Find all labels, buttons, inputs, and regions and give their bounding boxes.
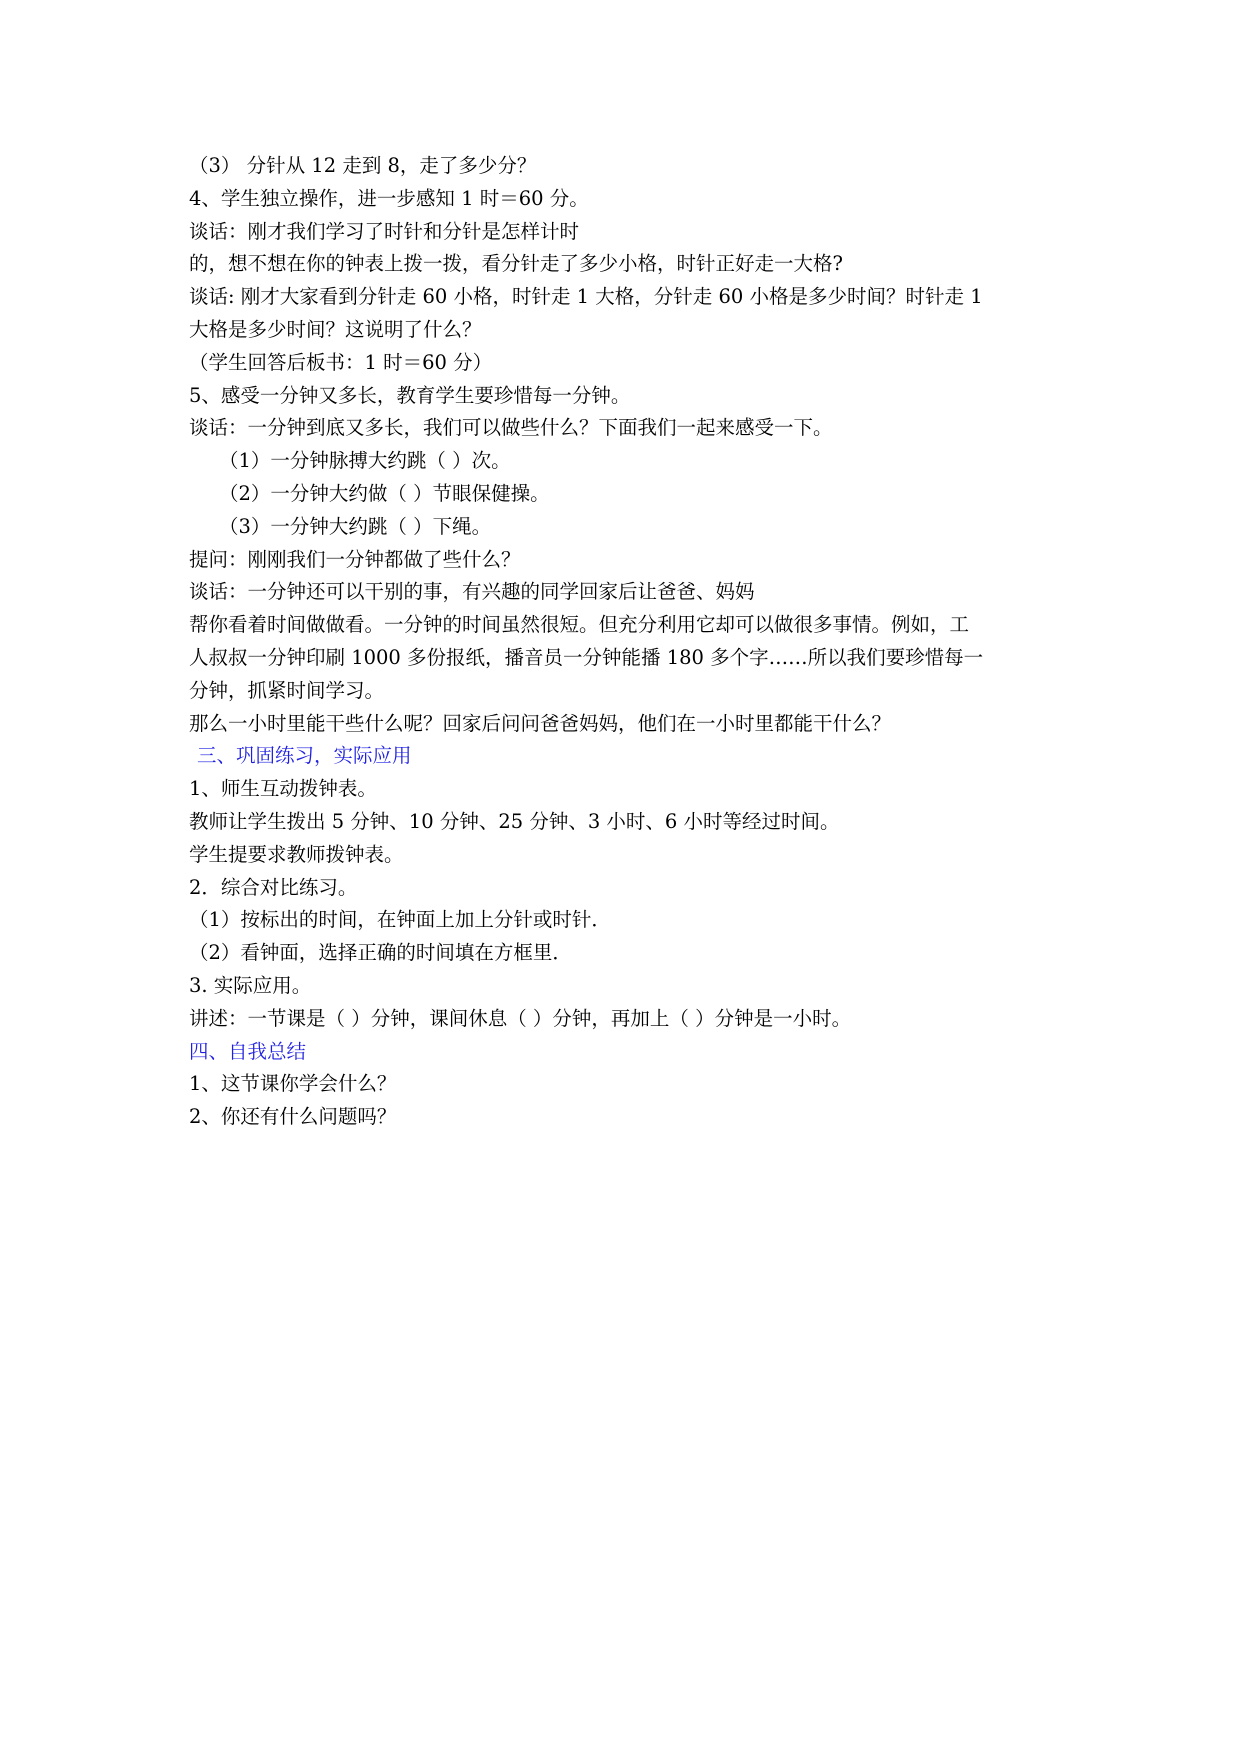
ask-line: 提问：刚刚我们一分钟都做了些什么？ bbox=[189, 547, 521, 571]
board-note-line: （学生回答后板书：1 时＝60 分） bbox=[189, 350, 493, 374]
lesson-content bbox=[189, 150, 1069, 1134]
practice-2b-line: （2）看钟面，选择正确的时间填在方框里． bbox=[189, 941, 572, 965]
feel-item-2: （2）一分钟大约做（ ）节眼保健操。 bbox=[219, 481, 550, 505]
talk-2-line-a: 谈话: 刚才大家看到分针走 60 小格，时针走 1 大格，分针走 60 小格是多少时间？时针走 1 bbox=[189, 285, 983, 309]
question-3-line: （3） 分针从 12 走到 8，走了多少分？ bbox=[189, 154, 537, 177]
feel-item-1: （1）一分钟脉搏大约跳（ ）次。 bbox=[219, 449, 511, 473]
practice-3-line: 3. 实际应用。 bbox=[189, 973, 312, 997]
practice-1b-line: 学生提要求教师拨钟表。 bbox=[189, 842, 404, 866]
talk-4-line-a: 谈话：一分钟还可以干别的事，有兴趣的同学回家后让爸爸、妈妈 bbox=[189, 580, 755, 604]
step-5-line: 5、感受一分钟又多长，教育学生要珍惜每一分钟。 bbox=[189, 383, 631, 407]
summary-1-line: 1、这节课你学会什么？ bbox=[189, 1072, 397, 1096]
feel-item-3: （3）一分钟大约跳（ ）下绳。 bbox=[219, 514, 492, 538]
talk-4-line-c: 人叔叔一分钟印刷 1000 多份报纸，播音员一分钟能播 180 多个字……所以我们要珍惜每一 bbox=[189, 645, 984, 669]
talk-1-line-a: 谈话：刚才我们学习了时针和分针是怎样计时 bbox=[189, 219, 580, 243]
practice-1-line: 1、师生互动拨钟表。 bbox=[189, 777, 377, 801]
practice-2a-line: （1）按标出的时间，在钟面上加上分针或时针． bbox=[189, 908, 611, 932]
practice-2-line: 2．综合对比练习。 bbox=[189, 875, 358, 899]
section-3-heading: 三、巩固练习，实际应用 bbox=[197, 744, 412, 768]
talk-2-line-b: 大格是多少时间？这说明了什么？ bbox=[189, 317, 482, 341]
one-hour-line: 那么一小时里能干些什么呢？回家后问问爸爸妈妈，他们在一小时里都能干什么？ bbox=[189, 711, 892, 735]
talk-3-line: 谈话：一分钟到底又多长，我们可以做些什么？下面我们一起来感受一下。 bbox=[189, 416, 833, 440]
step-4-line: 4、学生独立操作，进一步感知 1 时＝60 分。 bbox=[189, 186, 589, 210]
practice-3a-line: 讲述：一节课是（ ）分钟，课间休息（ ）分钟，再加上（ ）分钟是一小时。 bbox=[189, 1006, 852, 1030]
summary-2-line: 2、你还有什么问题吗？ bbox=[189, 1105, 397, 1129]
talk-4-line-d: 分钟，抓紧时间学习。 bbox=[189, 678, 385, 702]
talk-1-line-b: 的，想不想在你的钟表上拨一拨，看分针走了多少小格，时针正好走一大格? bbox=[189, 252, 843, 276]
section-4-heading: 四、自我总结 bbox=[189, 1039, 307, 1063]
practice-1a-line: 教师让学生拨出 5 分钟、10 分钟、25 分钟、3 小时、6 小时等经过时间。 bbox=[189, 809, 840, 833]
talk-4-line-b: 帮你看着时间做做看。一分钟的时间虽然很短。但充分利用它却可以做很多事情。例如，工 bbox=[189, 613, 970, 637]
